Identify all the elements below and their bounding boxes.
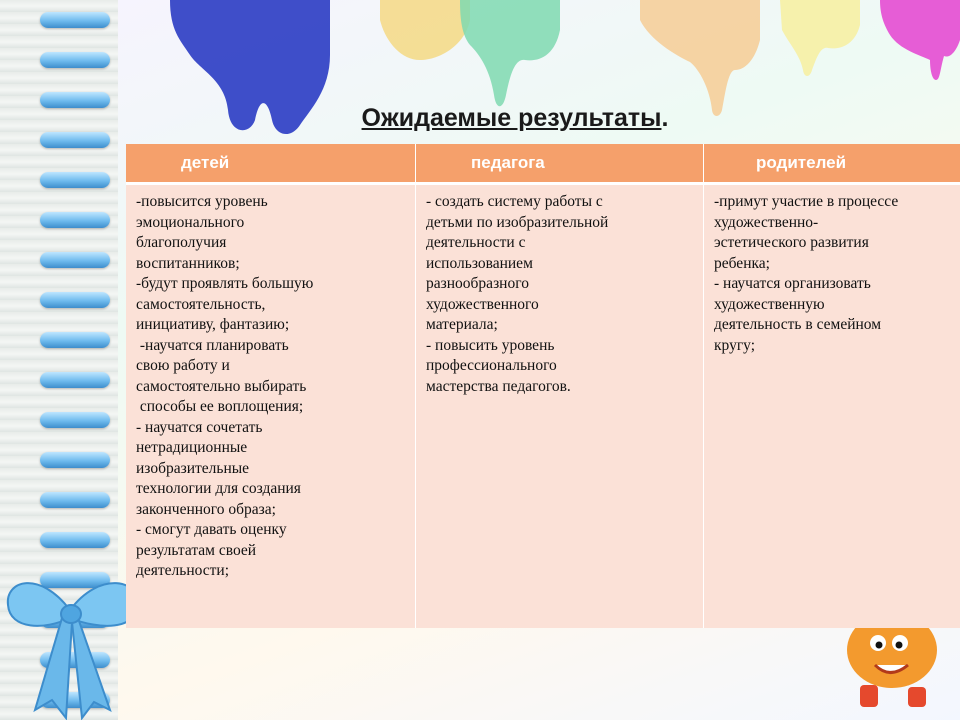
text-line: деятельности; bbox=[136, 562, 230, 579]
text-line: -повысится уровень bbox=[136, 193, 268, 210]
text-line: художественную bbox=[714, 295, 825, 313]
text-line: инициативу, фантазию; bbox=[136, 316, 290, 333]
text-line: эмоционального bbox=[136, 213, 245, 231]
spiral-ring bbox=[40, 52, 110, 68]
text-line: - научатся сочетать bbox=[136, 418, 263, 436]
text-line: -научатся планировать bbox=[136, 336, 289, 354]
title-text: Ожидаемые результаты bbox=[361, 104, 662, 132]
text-line: результатам своей bbox=[136, 541, 257, 559]
text-line: законченного образа; bbox=[136, 500, 276, 518]
text-line: - создать систему работы с bbox=[426, 193, 603, 210]
cell-children-results bbox=[126, 184, 416, 629]
text-line: использованием bbox=[426, 254, 533, 272]
text-line: кругу; bbox=[714, 336, 756, 354]
text-line: -примут участие в процессе bbox=[714, 193, 899, 210]
spiral-ring bbox=[40, 452, 110, 468]
slide-title bbox=[0, 104, 960, 133]
text-line: художественного bbox=[426, 295, 539, 313]
text-line: мастерства педагогов. bbox=[426, 377, 571, 395]
text-line: эстетического развития bbox=[714, 234, 869, 251]
text-line: профессионального bbox=[426, 357, 557, 374]
cell-teacher-results bbox=[416, 184, 704, 629]
text-line: - повысить уровень bbox=[426, 336, 555, 354]
spiral-ring bbox=[40, 332, 110, 348]
header-children: детей bbox=[126, 144, 416, 184]
header-teacher: педагога bbox=[416, 144, 704, 184]
text-line: воспитанников; bbox=[136, 254, 240, 272]
text-line: материала; bbox=[426, 316, 498, 333]
text-line: технологии для создания bbox=[136, 480, 301, 497]
text-line: - научатся организовать bbox=[714, 275, 871, 292]
spiral-ring bbox=[40, 252, 110, 268]
table-row bbox=[126, 184, 960, 629]
table-header-row bbox=[126, 144, 960, 184]
expected-results-table bbox=[126, 144, 960, 628]
header-parents: родителей bbox=[704, 144, 960, 184]
text-line: свою работу и bbox=[136, 357, 230, 374]
text-line: - смогут давать оценку bbox=[136, 521, 287, 538]
spiral-ring bbox=[40, 132, 110, 148]
text-line: ребенка; bbox=[714, 254, 770, 272]
text-line: благополучия bbox=[136, 234, 227, 251]
text-line: самостоятельность, bbox=[136, 295, 266, 313]
spiral-ring bbox=[40, 492, 110, 508]
spiral-ring bbox=[40, 372, 110, 388]
cell-parents-results bbox=[704, 184, 960, 629]
text-line: способы ее воплощения; bbox=[136, 398, 304, 415]
title-period: . bbox=[661, 104, 669, 132]
text-line: -будут проявлять большую bbox=[136, 275, 314, 292]
text-line: деятельность в семейном bbox=[714, 316, 882, 333]
spiral-ring bbox=[40, 172, 110, 188]
text-line: художественно- bbox=[714, 213, 819, 231]
spiral-ring bbox=[40, 292, 110, 308]
text-line: разнообразного bbox=[426, 275, 529, 292]
spiral-ring bbox=[40, 412, 110, 428]
spiral-ring bbox=[40, 532, 110, 548]
text-line: изобразительные bbox=[136, 459, 250, 477]
spiral-ring bbox=[40, 12, 110, 28]
text-line: нетрадиционные bbox=[136, 439, 248, 456]
text-line: деятельности с bbox=[426, 234, 526, 251]
text-line: детьми по изобразительной bbox=[426, 213, 609, 231]
spiral-ring bbox=[40, 212, 110, 228]
text-line: самостоятельно выбирать bbox=[136, 377, 307, 395]
paint-drips-decoration bbox=[0, 0, 960, 160]
